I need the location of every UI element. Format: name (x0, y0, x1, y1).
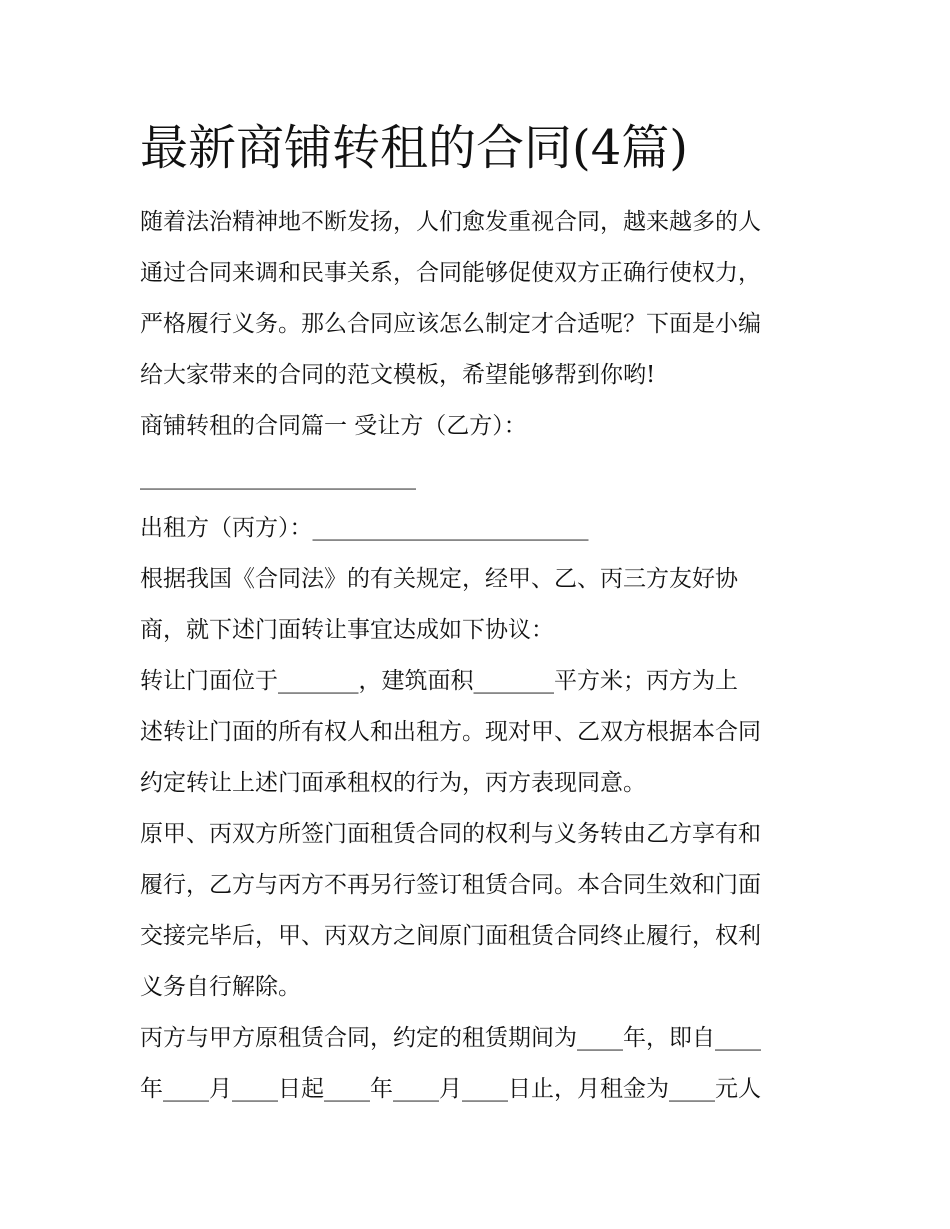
paragraph-line: 通过合同来调和民事关系，合同能够促使双方正确行使权力， (140, 260, 761, 286)
paragraph-line: 给大家带来的合同的范文模板，希望能够帮到你哟! (140, 362, 656, 388)
paragraph-line: 严格履行义务。那么合同应该怎么制定才合适呢？下面是小编 (140, 311, 761, 337)
paragraph-line: 义务自行解除。 (140, 974, 301, 1000)
paragraph-line: 随着法治精神地不断发扬，人们愈发重视合同，越来越多的人 (140, 209, 761, 235)
paragraph-line: 履行，乙方与丙方不再另行签订租赁合同。本合同生效和门面 (140, 872, 761, 898)
paragraph-line: 商，就下述门面转让事宜达成如下协议： (140, 617, 554, 643)
document-body (140, 197, 815, 1115)
paragraph-line: 原甲、丙双方所签门面租赁合同的权利与义务转由乙方享有和 (140, 821, 761, 847)
blank-fill-line: ________________________ (140, 464, 416, 490)
paragraph-line: 交接完毕后，甲、丙双方之间原门面租赁合同终止履行，权利 (140, 923, 761, 949)
document-title: 最新商铺转租的合同(4篇) (140, 120, 688, 176)
paragraph-line: 丙方与甲方原租赁合同，约定的租赁期间为____年，即自____ (140, 1025, 761, 1051)
paragraph-line: 转让门面位于_______，建筑面积_______平方米；丙方为上 (140, 668, 738, 694)
paragraph-line: 约定转让上述门面承租权的行为，丙方表现同意。 (140, 770, 646, 796)
paragraph-line: 年____月____日起____年____月____日止，月租金为____元人 (140, 1076, 761, 1102)
paragraph-line: 述转让门面的所有权人和出租方。现对甲、乙双方根据本合同 (140, 719, 761, 745)
paragraph-line: 根据我国《合同法》的有关规定，经甲、乙、丙三方友好协 (140, 566, 738, 592)
section-heading-line: 商铺转租的合同篇一 受让方（乙方）： (140, 413, 527, 439)
lessor-line: 出租方（丙方）：________________________ (140, 515, 589, 541)
